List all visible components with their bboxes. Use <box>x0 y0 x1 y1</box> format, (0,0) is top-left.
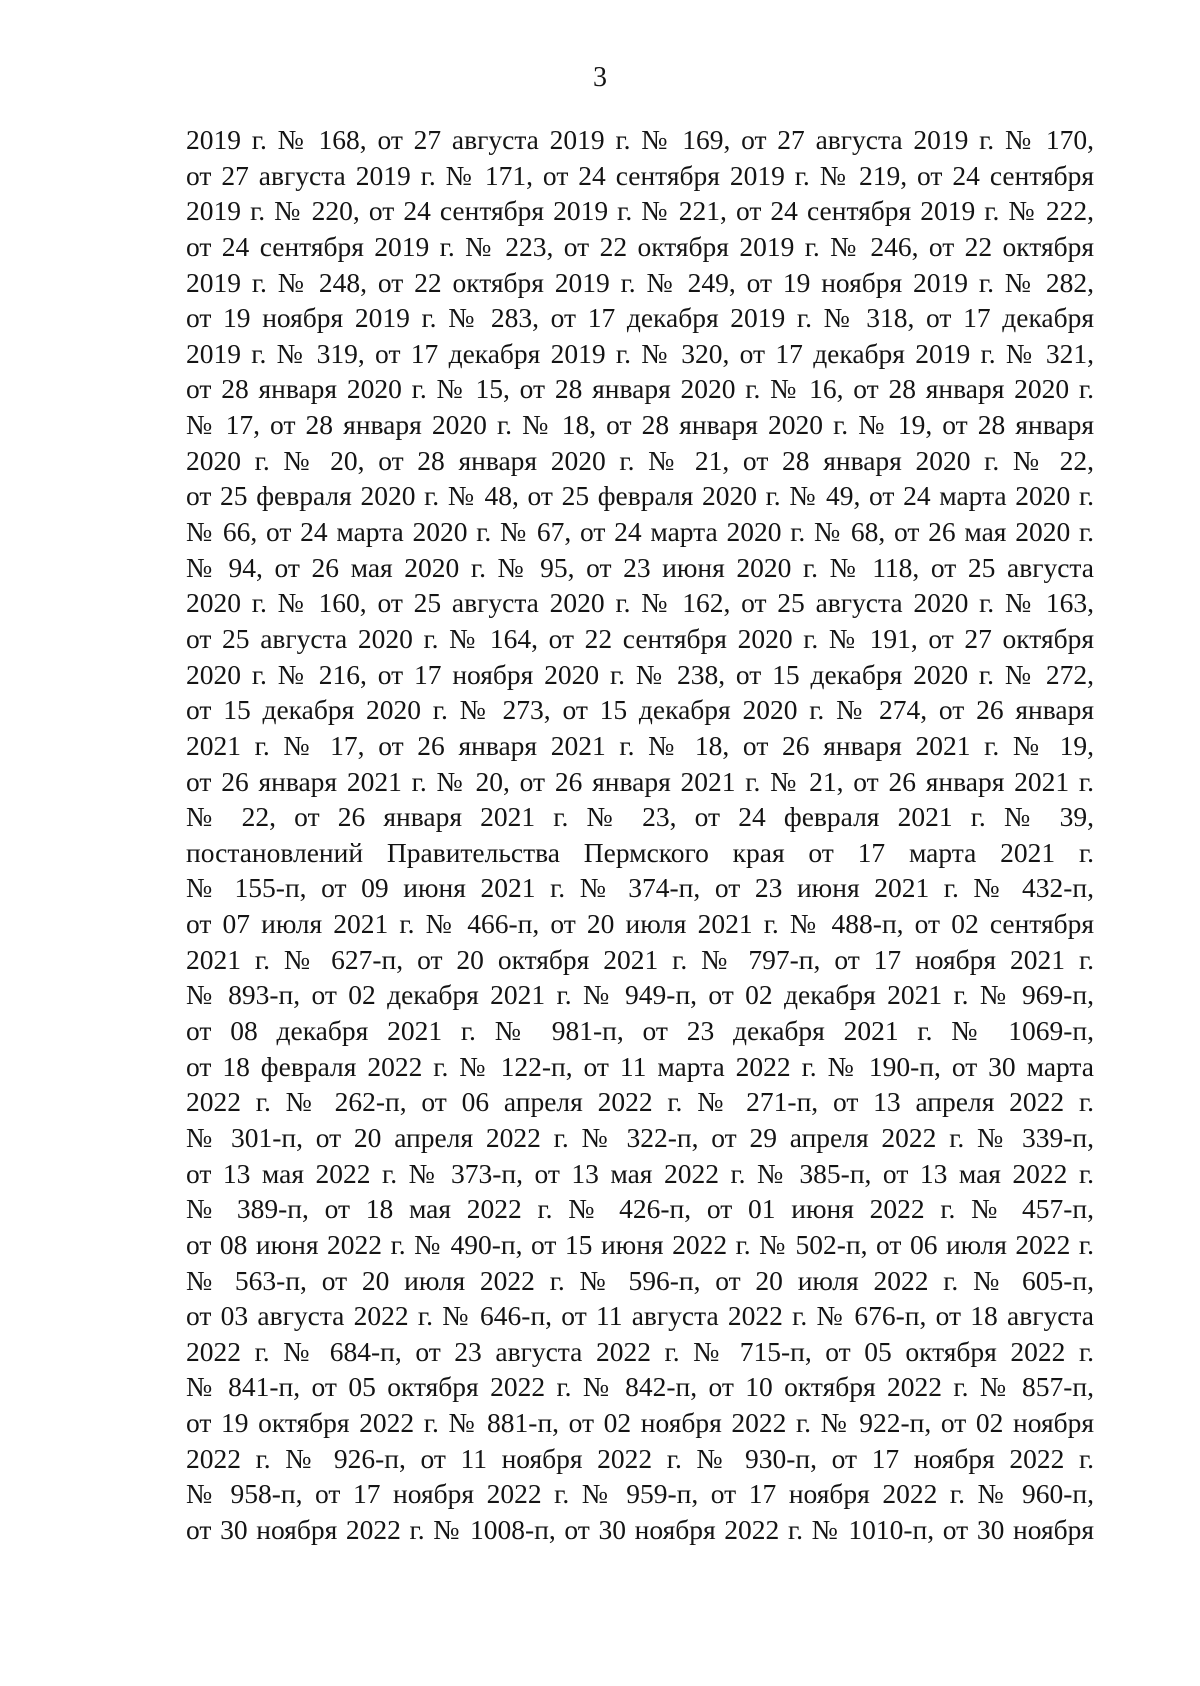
text-line: 2022 г. № 926-п, от 11 ноября 2022 г. № 930-п, от 17 ноября 2022 г. <box>186 1442 1094 1474</box>
text-line: от 26 января 2021 г. № 20, от 26 января 2021 г. № 21, от 26 января 2021 г. <box>186 765 1094 797</box>
text-line: № 22, от 26 января 2021 г. № 23, от 24 февраля 2021 г. № 39, <box>186 801 1094 833</box>
text-line: 2020 г. № 160, от 25 августа 2020 г. № 162, от 25 августа 2020 г. № 163, <box>186 587 1094 619</box>
text-line: от 25 февраля 2020 г. № 48, от 25 февраля 2020 г. № 49, от 24 марта 2020 г. <box>186 480 1094 512</box>
text-line: № 841-п, от 05 октября 2022 г. № 842-п, от 10 октября 2022 г. № 857-п, <box>186 1371 1094 1403</box>
text-line: от 07 июля 2021 г. № 466-п, от 20 июля 2021 г. № 488-п, от 02 сентября <box>186 908 1094 940</box>
page-number: 3 <box>593 62 607 93</box>
text-line: 2020 г. № 20, от 28 января 2020 г. № 21, от 28 января 2020 г. № 22, <box>186 444 1094 476</box>
text-line: № 66, от 24 марта 2020 г. № 67, от 24 марта 2020 г. № 68, от 26 мая 2020 г. <box>186 516 1094 548</box>
text-line: от 24 сентября 2019 г. № 223, от 22 октября 2019 г. № 246, от 22 октября <box>186 230 1094 262</box>
text-line: № 893-п, от 02 декабря 2021 г. № 949-п, от 02 декабря 2021 г. № 969-п, <box>186 979 1094 1011</box>
text-line: 2022 г. № 684-п, от 23 августа 2022 г. № 715-п, от 05 октября 2022 г. <box>186 1335 1094 1367</box>
text-line: от 19 ноября 2019 г. № 283, от 17 декабря 2019 г. № 318, от 17 декабря <box>186 302 1094 334</box>
text-line: от 18 февраля 2022 г. № 122-п, от 11 марта 2022 г. № 190-п, от 30 марта <box>186 1050 1094 1082</box>
text-line: от 19 октября 2022 г. № 881-п, от 02 ноября 2022 г. № 922-п, от 02 ноября <box>186 1407 1094 1439</box>
text-line: от 27 августа 2019 г. № 171, от 24 сентября 2019 г. № 219, от 24 сентября <box>186 159 1094 191</box>
document-body-text <box>186 122 1094 1548</box>
text-line: 2020 г. № 216, от 17 ноября 2020 г. № 238, от 15 декабря 2020 г. № 272, <box>186 658 1094 690</box>
text-line: постановлений Правительства Пермского края от 17 марта 2021 г. <box>186 836 1094 868</box>
text-line: № 958-п, от 17 ноября 2022 г. № 959-п, от 17 ноября 2022 г. № 960-п, <box>186 1478 1094 1510</box>
text-line: № 563-п, от 20 июля 2022 г. № 596-п, от 20 июля 2022 г. № 605-п, <box>186 1264 1094 1296</box>
text-line: 2019 г. № 248, от 22 октября 2019 г. № 249, от 19 ноября 2019 г. № 282, <box>186 266 1094 298</box>
text-line: № 301-п, от 20 апреля 2022 г. № 322-п, от 29 апреля 2022 г. № 339-п, <box>186 1121 1094 1153</box>
text-line: от 03 августа 2022 г. № 646-п, от 11 августа 2022 г. № 676-п, от 18 августа <box>186 1300 1094 1332</box>
text-line: № 17, от 28 января 2020 г. № 18, от 28 января 2020 г. № 19, от 28 января <box>186 409 1094 441</box>
text-line: от 30 ноября 2022 г. № 1008-п, от 30 ноября 2022 г. № 1010-п, от 30 ноября <box>186 1513 1094 1545</box>
text-line: № 94, от 26 мая 2020 г. № 95, от 23 июня 2020 г. № 118, от 25 августа <box>186 551 1094 583</box>
text-line: от 08 декабря 2021 г. № 981-п, от 23 декабря 2021 г. № 1069-п, <box>186 1015 1094 1047</box>
text-line: № 155-п, от 09 июня 2021 г. № 374-п, от 23 июня 2021 г. № 432-п, <box>186 872 1094 904</box>
text-line: 2019 г. № 319, от 17 декабря 2019 г. № 320, от 17 декабря 2019 г. № 321, <box>186 337 1094 369</box>
text-line: 2021 г. № 627-п, от 20 октября 2021 г. № 797-п, от 17 ноября 2021 г. <box>186 943 1094 975</box>
text-line: 2019 г. № 168, от 27 августа 2019 г. № 169, от 27 августа 2019 г. № 170, <box>186 124 1094 155</box>
text-line: от 15 декабря 2020 г. № 273, от 15 декабря 2020 г. № 274, от 26 января <box>186 694 1094 726</box>
text-line: № 389-п, от 18 мая 2022 г. № 426-п, от 01 июня 2022 г. № 457-п, <box>186 1193 1094 1225</box>
text-line: 2022 г. № 262-п, от 06 апреля 2022 г. № 271-п, от 13 апреля 2022 г. <box>186 1086 1094 1118</box>
text-line: 2019 г. № 220, от 24 сентября 2019 г. № 221, от 24 сентября 2019 г. № 222, <box>186 195 1094 227</box>
text-line: от 08 июня 2022 г. № 490-п, от 15 июня 2022 г. № 502-п, от 06 июля 2022 г. <box>186 1228 1094 1260</box>
text-line: от 28 января 2020 г. № 15, от 28 января 2020 г. № 16, от 28 января 2020 г. <box>186 373 1094 405</box>
text-line: от 25 августа 2020 г. № 164, от 22 сентября 2020 г. № 191, от 27 октября <box>186 622 1094 654</box>
text-line: от 13 мая 2022 г. № 373-п, от 13 мая 2022 г. № 385-п, от 13 мая 2022 г. <box>186 1157 1094 1189</box>
text-line: 2021 г. № 17, от 26 января 2021 г. № 18, от 26 января 2021 г. № 19, <box>186 729 1094 761</box>
